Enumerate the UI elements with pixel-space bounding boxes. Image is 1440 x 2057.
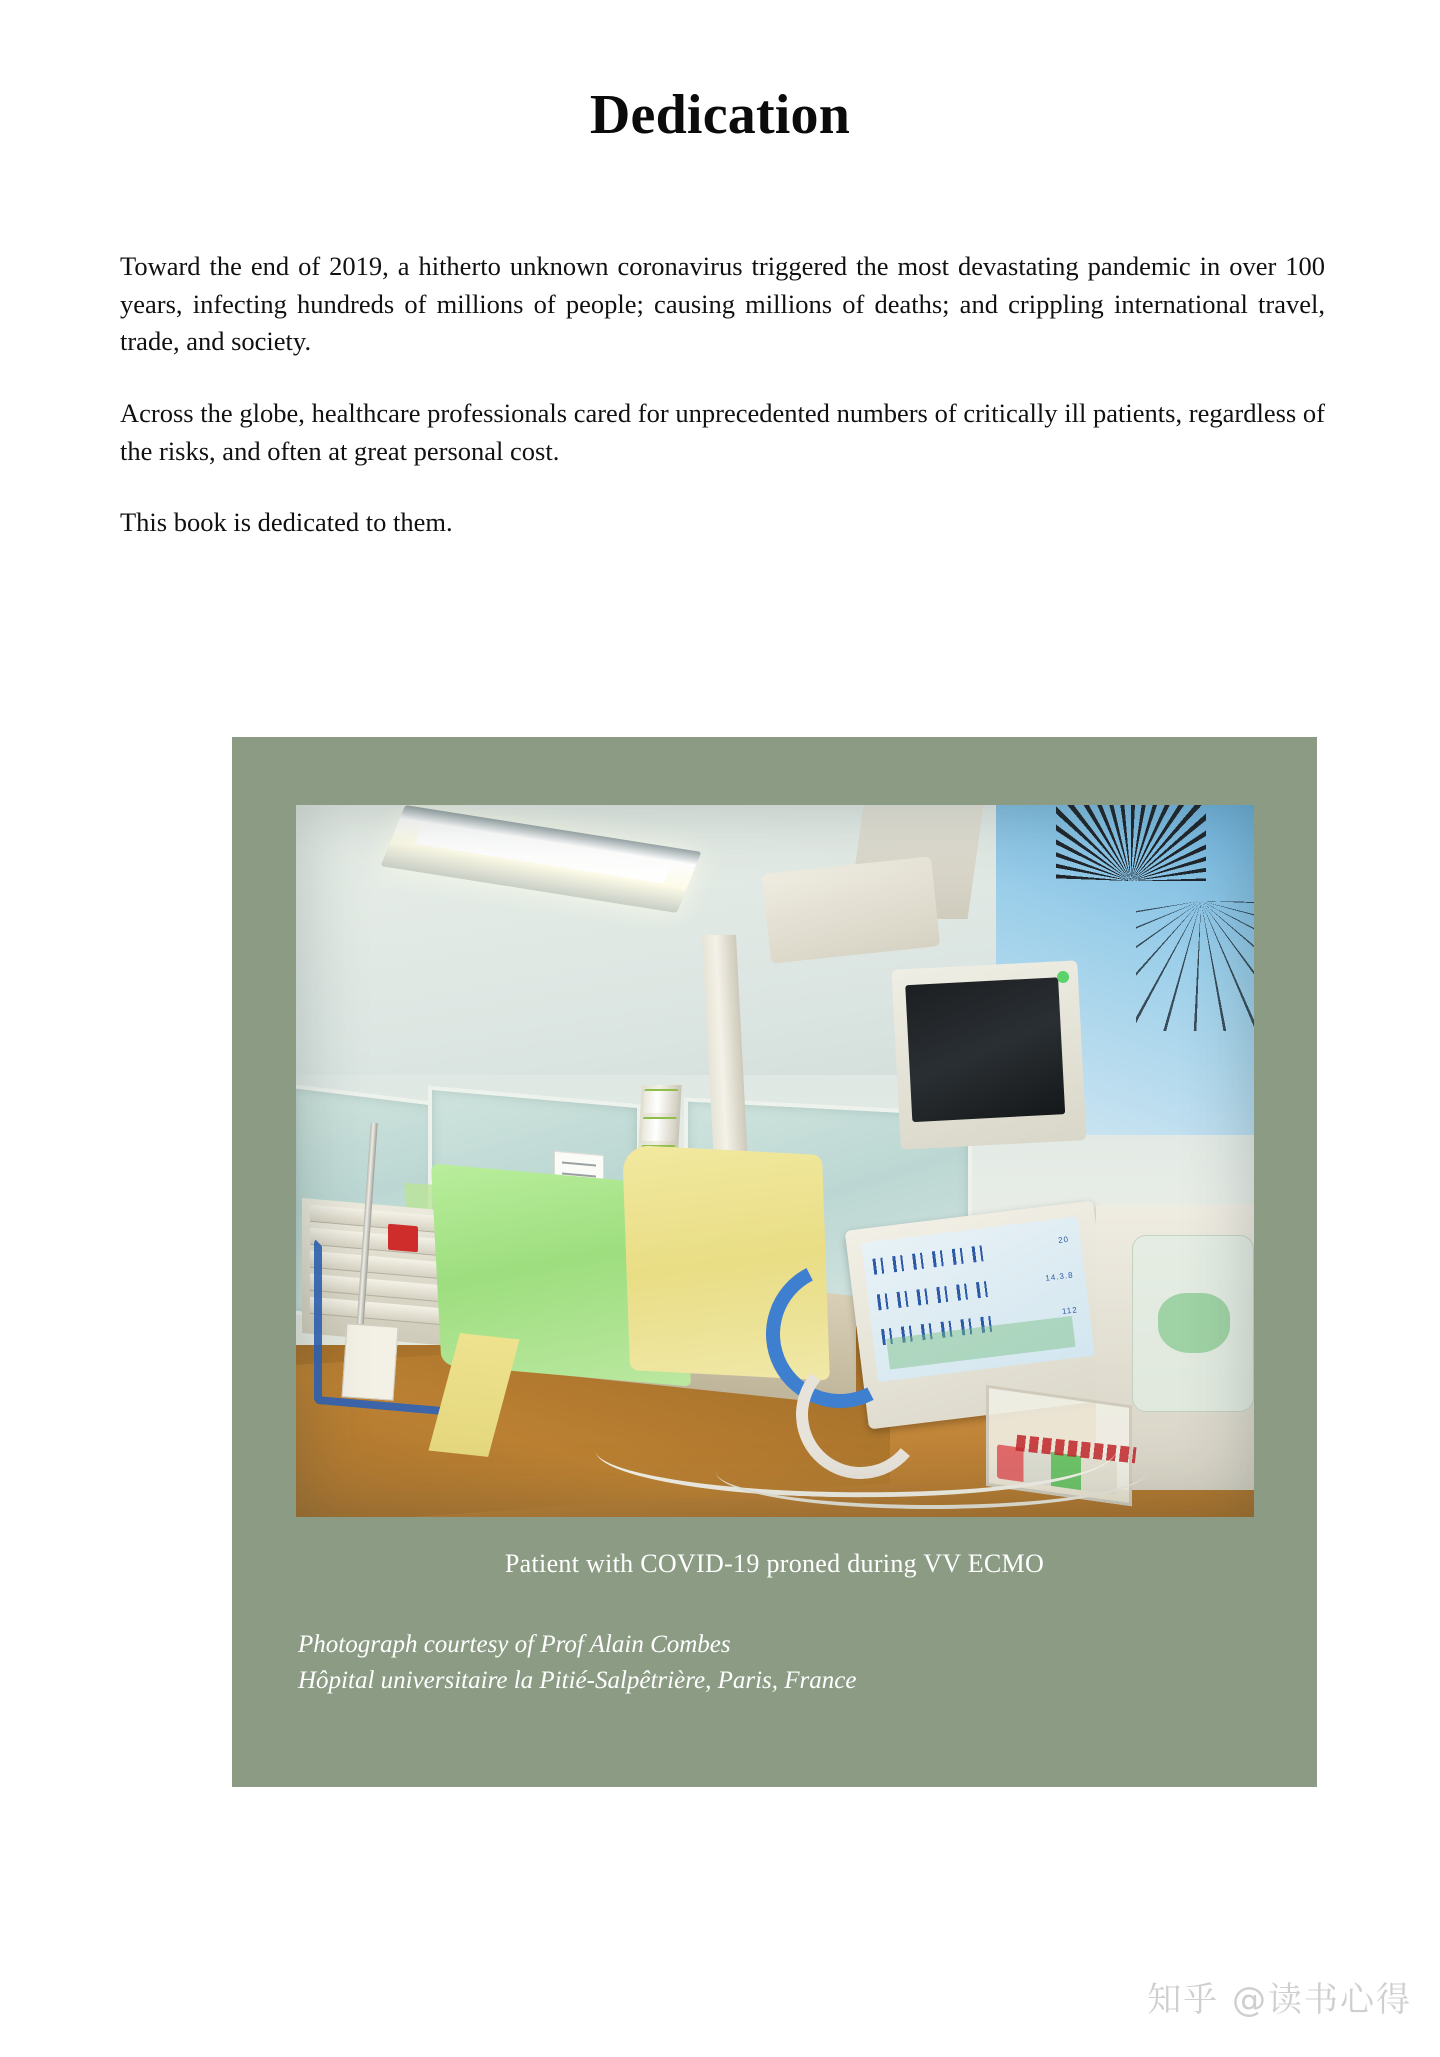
dedication-paragraph-2: Across the globe, healthcare professionals cared for unprecedented numbers of critically ill patients, regardless of the risks, and often at great personal cost. (120, 397, 1325, 466)
sharps-bin (388, 1224, 418, 1253)
patient-monitor (891, 960, 1086, 1149)
dedication-body (120, 248, 1325, 542)
patient-chart (341, 1323, 398, 1400)
dedication-paragraph-1: Toward the end of 2019, a hitherto unknown coronavirus triggered the most devastating pandemic in over 100 years, infecting hundreds of millions of people; causing millions of deaths; and crippling international travel, trade, and society. (120, 251, 1325, 357)
figure-credit-line-1: Photograph courtesy of Prof Alain Combes (298, 1631, 731, 1658)
power-led-icon (1057, 971, 1070, 984)
umbrella-icon (1136, 901, 1254, 1031)
vent-value-1: 20 (1057, 1234, 1070, 1245)
figure-frame (232, 737, 1317, 1787)
figure-caption: Patient with COVID-19 proned during VV ECMO (504, 1549, 1045, 1578)
vent-value-2: 14.3.8 (1044, 1270, 1075, 1284)
vent-value-3: 112 (1061, 1305, 1079, 1317)
sensor-cable (716, 1435, 1146, 1509)
icu-photograph (296, 805, 1254, 1517)
figure-credit-line-2: Hôpital universitaire la Pitié-Salpêtrière, Paris, France (298, 1666, 857, 1694)
zhihu-watermark: 知乎 @读书心得 (1147, 1980, 1412, 2020)
green-rebreather-bag (1158, 1293, 1230, 1353)
ceiling-fan-icon (1056, 805, 1206, 881)
ceiling-boom-head (762, 856, 940, 963)
dedication-paragraph-3: This book is dedicated to them. (120, 507, 453, 538)
page-title: Dedication (589, 83, 851, 146)
figure-credit (298, 1627, 1258, 1698)
